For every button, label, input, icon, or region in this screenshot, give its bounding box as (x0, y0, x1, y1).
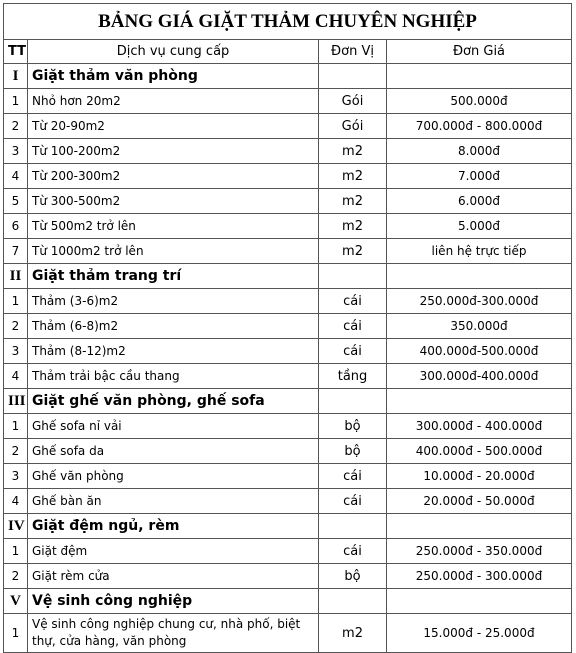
row-number: 1 (4, 89, 28, 114)
price-cell: 250.000đ - 350.000đ (387, 539, 572, 564)
service-name: Từ 300-500m2 (28, 189, 319, 214)
service-name: Ghế sofa da (28, 439, 319, 464)
section-number: IV (4, 514, 28, 539)
section-name: Vệ sinh công nghiệp (28, 589, 319, 614)
unit-cell: m2 (319, 614, 387, 653)
section-empty-unit (319, 264, 387, 289)
price-cell: 400.000đ - 500.000đ (387, 439, 572, 464)
price-cell: 350.000đ (387, 314, 572, 339)
row-number: 2 (4, 439, 28, 464)
row-number: 3 (4, 464, 28, 489)
table-row (4, 564, 572, 589)
service-name: Nhỏ hơn 20m2 (28, 89, 319, 114)
section-empty-price (387, 589, 572, 614)
unit-cell: cái (319, 464, 387, 489)
table-row (4, 214, 572, 239)
service-name: Thảm (6-8)m2 (28, 314, 319, 339)
service-name: Thảm (8-12)m2 (28, 339, 319, 364)
section-name: Giặt thảm trang trí (28, 264, 319, 289)
price-cell: 700.000đ - 800.000đ (387, 114, 572, 139)
unit-cell: m2 (319, 189, 387, 214)
table-row (4, 314, 572, 339)
unit-cell: cái (319, 539, 387, 564)
unit-cell: Gói (319, 114, 387, 139)
row-number: 1 (4, 289, 28, 314)
service-name: Ghế văn phòng (28, 464, 319, 489)
section-name: Giặt ghế văn phòng, ghế sofa (28, 389, 319, 414)
service-name: Từ 20-90m2 (28, 114, 319, 139)
price-cell: 8.000đ (387, 139, 572, 164)
table-row (4, 89, 572, 114)
table-row (4, 289, 572, 314)
row-number: 1 (4, 414, 28, 439)
service-name: Giặt rèm cửa (28, 564, 319, 589)
unit-cell: cái (319, 314, 387, 339)
row-number: 4 (4, 164, 28, 189)
service-name: Vệ sinh công nghiệp chung cư, nhà phố, biệt thự, cửa hàng, văn phòng (28, 614, 319, 653)
service-name: Từ 500m2 trở lên (28, 214, 319, 239)
service-name: Ghế sofa nỉ vải (28, 414, 319, 439)
header-unit: Đơn Vị (319, 40, 387, 64)
section-row (4, 589, 572, 614)
section-empty-unit (319, 389, 387, 414)
unit-cell: cái (319, 289, 387, 314)
price-cell: 250.000đ - 300.000đ (387, 564, 572, 589)
price-cell: 7.000đ (387, 164, 572, 189)
table-row (4, 464, 572, 489)
table-row (4, 164, 572, 189)
table-row (4, 414, 572, 439)
table-row (4, 439, 572, 464)
price-table (3, 3, 572, 653)
section-empty-unit (319, 64, 387, 89)
price-table-container (3, 3, 571, 653)
table-row (4, 189, 572, 214)
section-row (4, 514, 572, 539)
table-row (4, 139, 572, 164)
section-row (4, 389, 572, 414)
service-name: Ghế bàn ăn (28, 489, 319, 514)
table-row (4, 539, 572, 564)
page-title: BẢNG GIÁ GIẶT THẢM CHUYÊN NGHIỆP (4, 4, 572, 40)
service-name: Từ 1000m2 trở lên (28, 239, 319, 264)
section-name: Giặt đệm ngủ, rèm (28, 514, 319, 539)
price-cell: 250.000đ-300.000đ (387, 289, 572, 314)
row-number: 4 (4, 489, 28, 514)
section-empty-price (387, 64, 572, 89)
table-row (4, 364, 572, 389)
unit-cell: m2 (319, 239, 387, 264)
section-name: Giặt thảm văn phòng (28, 64, 319, 89)
unit-cell: m2 (319, 214, 387, 239)
section-empty-unit (319, 514, 387, 539)
service-name: Thảm (3-6)m2 (28, 289, 319, 314)
service-name: Thảm trải bậc cầu thang (28, 364, 319, 389)
price-cell: 300.000đ-400.000đ (387, 364, 572, 389)
section-number: II (4, 264, 28, 289)
section-empty-price (387, 514, 572, 539)
section-number: V (4, 589, 28, 614)
unit-cell: m2 (319, 139, 387, 164)
price-cell: 300.000đ - 400.000đ (387, 414, 572, 439)
table-row (4, 614, 572, 653)
title-row (4, 4, 572, 40)
price-cell: liên hệ trực tiếp (387, 239, 572, 264)
unit-cell: bộ (319, 564, 387, 589)
price-cell: 20.000đ - 50.000đ (387, 489, 572, 514)
unit-cell: bộ (319, 414, 387, 439)
section-empty-price (387, 264, 572, 289)
service-name: Từ 200-300m2 (28, 164, 319, 189)
row-number: 2 (4, 564, 28, 589)
row-number: 5 (4, 189, 28, 214)
price-cell: 5.000đ (387, 214, 572, 239)
section-number: III (4, 389, 28, 414)
row-number: 3 (4, 339, 28, 364)
price-cell: 400.000đ-500.000đ (387, 339, 572, 364)
unit-cell: cái (319, 339, 387, 364)
section-number: I (4, 64, 28, 89)
row-number: 2 (4, 114, 28, 139)
row-number: 7 (4, 239, 28, 264)
unit-cell: tầng (319, 364, 387, 389)
header-service: Dịch vụ cung cấp (28, 40, 319, 64)
row-number: 4 (4, 364, 28, 389)
unit-cell: bộ (319, 439, 387, 464)
service-name: Từ 100-200m2 (28, 139, 319, 164)
row-number: 2 (4, 314, 28, 339)
table-row (4, 489, 572, 514)
row-number: 6 (4, 214, 28, 239)
price-cell: 15.000đ - 25.000đ (387, 614, 572, 653)
table-row (4, 339, 572, 364)
price-cell: 500.000đ (387, 89, 572, 114)
section-empty-price (387, 389, 572, 414)
unit-cell: Gói (319, 89, 387, 114)
price-cell: 10.000đ - 20.000đ (387, 464, 572, 489)
header-row (4, 40, 572, 64)
unit-cell: cái (319, 489, 387, 514)
header-tt: TT (4, 40, 28, 64)
section-row (4, 264, 572, 289)
price-cell: 6.000đ (387, 189, 572, 214)
row-number: 1 (4, 539, 28, 564)
unit-cell: m2 (319, 164, 387, 189)
table-row (4, 239, 572, 264)
service-name: Giặt đệm (28, 539, 319, 564)
section-row (4, 64, 572, 89)
row-number: 3 (4, 139, 28, 164)
header-price: Đơn Giá (387, 40, 572, 64)
row-number: 1 (4, 614, 28, 653)
section-empty-unit (319, 589, 387, 614)
table-row (4, 114, 572, 139)
